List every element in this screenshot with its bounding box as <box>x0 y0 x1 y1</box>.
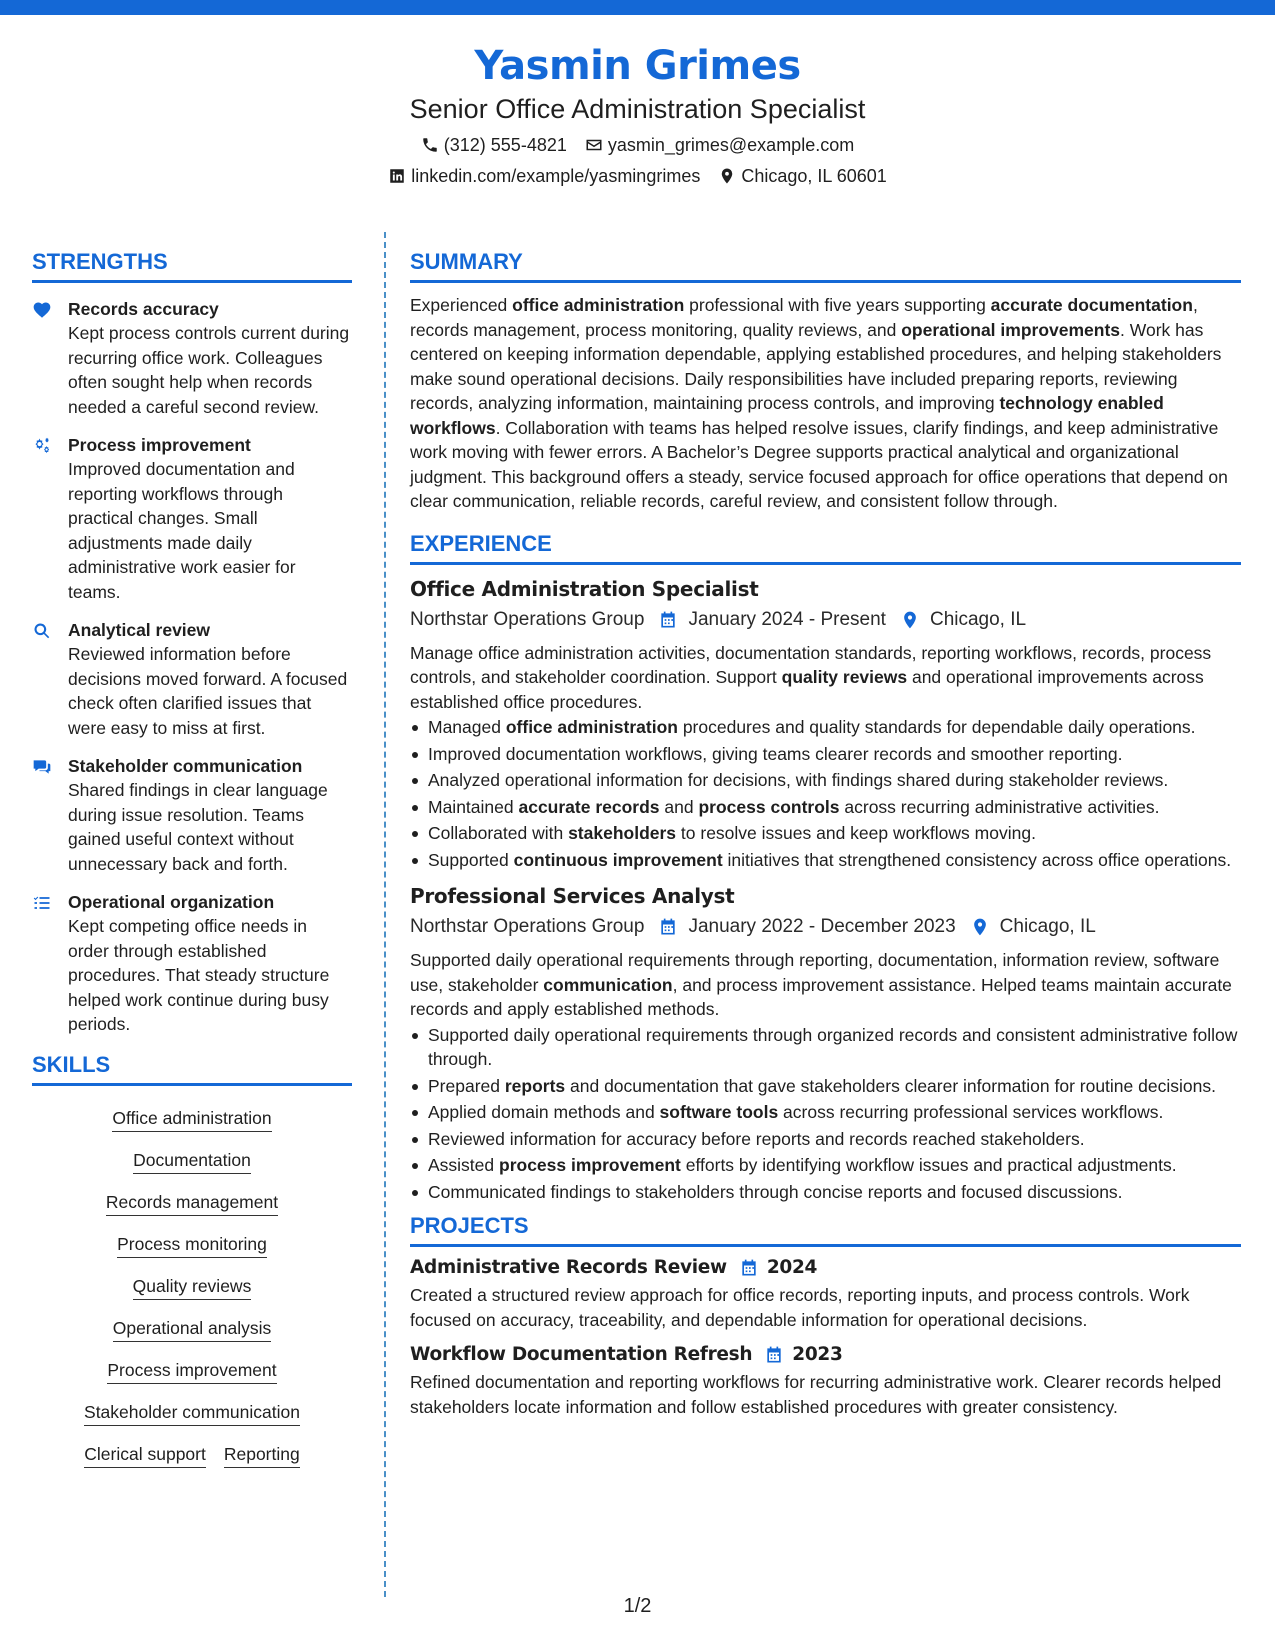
resume-header <box>0 40 1275 187</box>
job-dates: January 2022 - December 2023 <box>688 916 956 937</box>
job-description: Supported daily operational requirements through reporting, documentation, information review, software use, stakeholder communication, and process improvement assistance. Helped teams maintain accurate records and apply established methods. <box>410 950 1232 1019</box>
skill-tag: Office administration <box>112 1106 271 1132</box>
job-location: Chicago, IL <box>929 608 1027 630</box>
bold-phrase: office administration <box>505 717 678 737</box>
strength-title: Analytical review <box>68 620 211 640</box>
bold-phrase: accurate records <box>518 796 660 817</box>
column-divider <box>384 232 386 1597</box>
map-pin-icon <box>970 917 990 937</box>
job-company: Northstar Operations Group <box>410 608 645 630</box>
bold-phrase: continuous improvement <box>513 849 723 870</box>
project-year: 2023 <box>792 1344 843 1365</box>
strength-desc: Reviewed information before decisions moved forward. A focused check often clarified issues that were easy to miss at first. <box>68 644 348 738</box>
job-title: Office Administration Specialist <box>410 576 759 601</box>
skill-tag: Stakeholder communication <box>84 1400 300 1426</box>
skill-tag: Quality reviews <box>133 1274 252 1300</box>
search-icon <box>32 621 52 641</box>
contact-row-1 <box>0 134 1275 156</box>
linkedin-icon <box>388 167 406 185</box>
contact-email[interactable] <box>585 134 854 156</box>
summary-heading: SUMMARY <box>410 248 1241 283</box>
strength-item <box>32 433 352 604</box>
skill-tag: Process monitoring <box>117 1232 267 1258</box>
project-description: Created a structured review approach for office records, reporting inputs, and process controls. Work focused on accuracy, traceability, and dependable information for operational decisions. <box>410 1285 1190 1330</box>
strength-item <box>32 890 352 1037</box>
bold-phrase: communication <box>543 974 673 995</box>
bold-phrase: quality reviews <box>781 667 908 687</box>
strength-title: Stakeholder communication <box>68 756 303 776</box>
bullet-item: Supported continuous improvement initiatives that strengthened consistency across office operations. <box>410 848 1241 873</box>
strength-desc: Kept process controls current during recurring office work. Colleagues often sought help when records needed a careful second review. <box>68 323 350 417</box>
project-entry <box>410 1342 1241 1419</box>
bullet-item: Managed office administration procedures and quality standards for dependable daily operations. <box>410 715 1241 740</box>
right-column <box>410 248 1241 1419</box>
strengths-heading: STRENGTHS <box>32 248 352 283</box>
project-title: Administrative Records Review <box>410 1257 727 1278</box>
projects-heading: PROJECTS <box>410 1212 1241 1247</box>
job-description: Manage office administration activities, documentation standards, reporting workflows, records, process controls, and stakeholder coordination. Support quality reviews and operational improvements across established office procedures. <box>410 642 1212 712</box>
bold-phrase: office administration <box>512 295 685 315</box>
project-description: Refined documentation and reporting workflows for recurring administrative work. Clearer records helped stakeholders locate information and follow established procedures with greater consistency. <box>410 1372 1222 1417</box>
bold-phrase: technology enabled workflows <box>410 393 1164 438</box>
candidate-name: Yasmin Grimes <box>474 43 801 89</box>
skill-tag: Records management <box>106 1190 278 1216</box>
map-pin-icon <box>718 167 736 185</box>
contact-phone <box>421 134 567 156</box>
bullet-item: Applied domain methods and software tools across recurring professional services workflows. <box>410 1100 1241 1125</box>
skill-tag: Documentation <box>133 1148 251 1174</box>
calendar-icon <box>658 610 678 630</box>
bold-phrase: reports <box>504 1075 566 1096</box>
skill-tag: Clerical support <box>84 1442 206 1468</box>
bullet-item: Reviewed information for accuracy before reports and records reached stakeholders. <box>410 1127 1241 1152</box>
strength-desc: Shared findings in clear language during issue resolution. Teams gained useful context without unnecessary back and forth. <box>68 780 328 874</box>
job-dates: January 2024 - Present <box>688 608 886 630</box>
contact-location <box>718 165 886 187</box>
calendar-icon <box>658 917 678 937</box>
strength-title: Operational organization <box>68 892 275 912</box>
top-accent-bar <box>0 0 1275 15</box>
bold-phrase: operational improvements <box>901 319 1121 340</box>
job-entry <box>410 575 1241 873</box>
job-meta <box>410 605 1241 635</box>
job-company: Northstar Operations Group <box>410 916 645 937</box>
gears-icon <box>32 436 52 456</box>
job-bullets <box>410 715 1241 872</box>
bold-phrase: software tools <box>659 1102 779 1122</box>
contact-row-2 <box>0 165 1275 187</box>
contact-linkedin[interactable] <box>388 165 700 187</box>
comments-icon <box>32 757 52 777</box>
bold-phrase: stakeholders <box>568 823 677 843</box>
bullet-item: Supported daily operational requirements through organized records and consistent administrative follow through. <box>410 1023 1241 1072</box>
bullet-item: Analyzed operational information for decisions, with findings shared during stakeholder reviews. <box>410 768 1241 793</box>
job-entry <box>410 882 1241 1204</box>
bold-phrase: accurate documentation <box>990 295 1193 315</box>
bullet-item: Maintained accurate records and process controls across recurring administrative activities. <box>410 795 1241 820</box>
candidate-title: Senior Office Administration Specialist <box>409 94 866 124</box>
left-column <box>32 248 352 1484</box>
location-text: Chicago, IL 60601 <box>741 166 887 186</box>
strength-desc: Improved documentation and reporting workflows through practical changes. Small adjustments made daily administrative work easier for teams. <box>68 459 296 602</box>
strength-item <box>32 754 352 876</box>
bullet-item: Communicated findings to stakeholders through concise reports and focused discussions. <box>410 1180 1241 1205</box>
experience-heading: EXPERIENCE <box>410 530 1241 565</box>
map-pin-icon <box>900 610 920 630</box>
phone-text: (312) 555-4821 <box>443 135 567 155</box>
phone-icon <box>421 136 439 154</box>
bullet-item: Prepared reports and documentation that gave stakeholders clearer information for routine decisions. <box>410 1074 1241 1099</box>
bullet-item: Improved documentation workflows, giving teams clearer records and smoother reporting. <box>410 742 1241 767</box>
calendar-icon <box>739 1258 759 1278</box>
bullet-item: Assisted process improvement efforts by identifying workflow issues and practical adjustments. <box>410 1153 1241 1178</box>
strength-title: Records accuracy <box>68 299 219 319</box>
heart-icon <box>32 300 52 320</box>
strength-desc: Kept competing office needs in order through established procedures. That steady structure helped work continue during busy periods. <box>68 916 330 1034</box>
project-header <box>410 1342 1241 1368</box>
job-bullets <box>410 1023 1241 1205</box>
job-title: Professional Services Analyst <box>410 884 735 908</box>
project-entry <box>410 1255 1241 1332</box>
job-location: Chicago, IL <box>999 916 1096 937</box>
strength-item <box>32 297 352 419</box>
job-meta <box>410 912 1241 942</box>
envelope-icon <box>585 136 603 154</box>
strength-item <box>32 618 352 740</box>
strength-title: Process improvement <box>68 435 251 455</box>
skill-tag: Process improvement <box>107 1358 276 1384</box>
bold-phrase: process improvement <box>499 1155 681 1175</box>
linkedin-text: linkedin.com/example/yasmingrimes <box>411 166 701 186</box>
skill-tag: Operational analysis <box>113 1316 272 1342</box>
project-year: 2024 <box>766 1257 818 1278</box>
skills-heading: SKILLS <box>32 1051 352 1086</box>
bold-phrase: process controls <box>698 796 840 817</box>
skills-list <box>32 1100 352 1468</box>
email-text: yasmin_grimes@example.com <box>607 135 855 155</box>
project-header <box>410 1255 1241 1281</box>
page-number: 1/2 <box>623 1595 652 1617</box>
list-check-icon <box>32 893 52 913</box>
bullet-item: Collaborated with stakeholders to resolve issues and keep workflows moving. <box>410 821 1241 846</box>
project-title: Workflow Documentation Refresh <box>410 1344 753 1365</box>
skill-tag: Reporting <box>224 1442 300 1468</box>
summary-text: Experienced office administration professional with five years supporting accurate documentation, records management, process monitoring, quality reviews, and operational improvements. Work has centered on keeping information dependable, applying established procedures, and helping stakeholders make sound operational decisions. Daily responsibilities have included preparing reports, reviewing records, analyzing information, maintaining process controls, and improving technology enabled workflows. Collaboration with teams has helped resolve issues, clarify findings, and keep administrative work moving with fewer errors. A Bachelor’s Degree supports practical analytical and organizational judgment. This background offers a steady, service focused approach for office operations that depend on clear communication, reliable records, careful review, and consistent follow through. <box>410 295 1228 511</box>
calendar-icon <box>764 1345 784 1365</box>
